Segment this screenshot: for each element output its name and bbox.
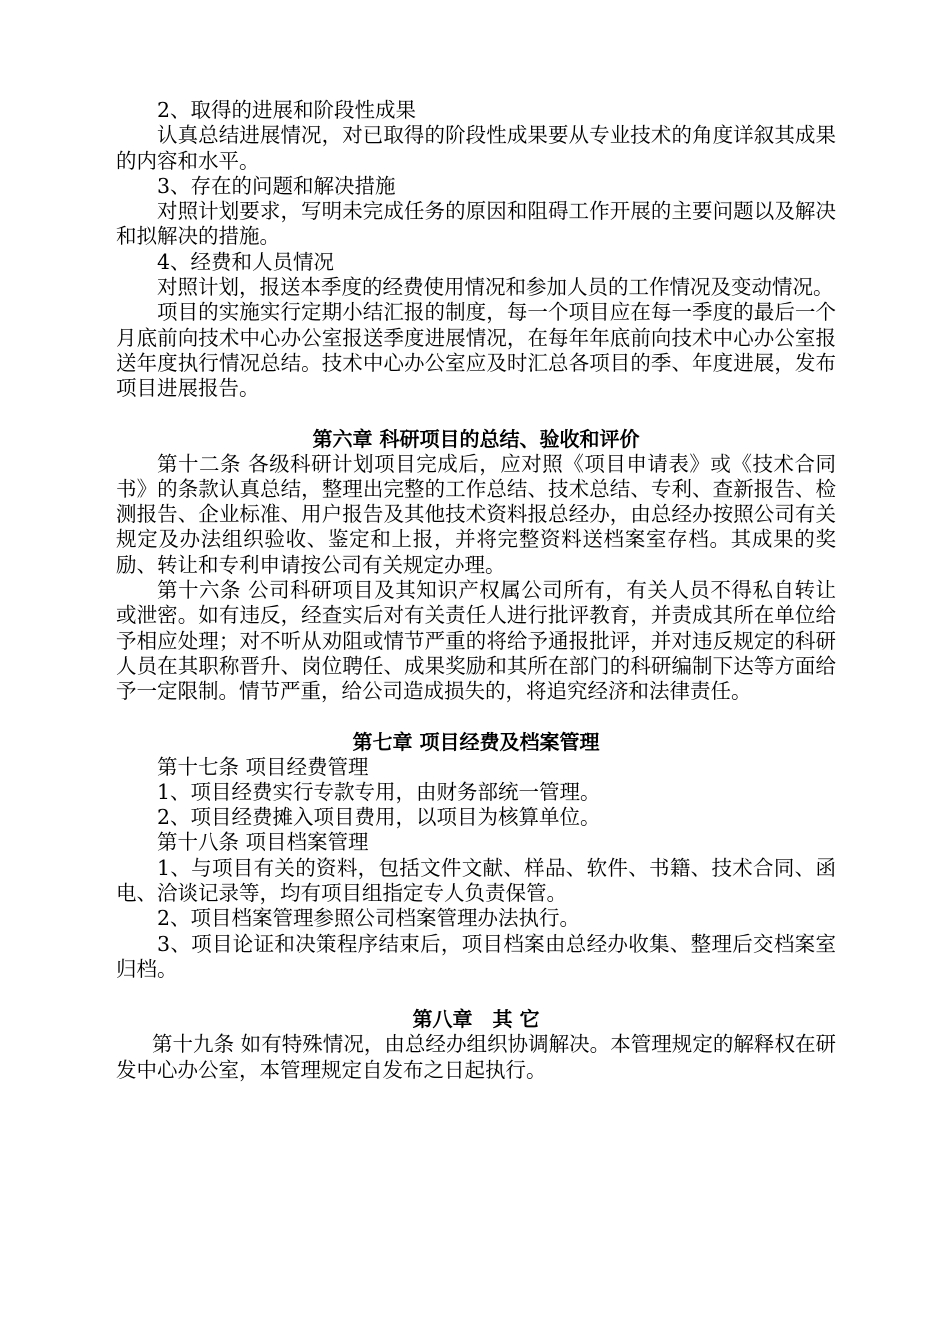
- section-gap: [116, 982, 836, 1007]
- paragraph: 第十二条 各级科研计划项目完成后，应对照《项目申请表》或《技术合同书》的条款认真总结，整理出完整的工作总结、技术总结、专利、查新报告、检测报告、企业标准、用户报告及其他技术资料报总经办，由总经办按照公司有关规定及办法组织验收、鉴定和上报，并将完整资料送档案室存档。其成果的奖励、转让和专利申请按公司有关规定办理。: [116, 451, 836, 577]
- paragraph: 2、取得的进展和阶段性成果: [157, 98, 417, 122]
- paragraph: 3、项目论证和决策程序结束后，项目档案由总经办收集、整理后交档案室归档。: [116, 931, 836, 981]
- section-gap: [116, 705, 836, 730]
- paragraph: 第十八条 项目档案管理: [157, 830, 369, 855]
- paragraph: 2、项目经费摊入项目费用，以项目为核算单位。: [157, 805, 601, 830]
- paragraph: 项目的实施实行定期小结汇报的制度，每一个项目应在每一季度的最后一个月底前向技术中心办公室报送季度进展情况，在每年年底前向技术中心办公室报送年度执行情况总结。技术中心办公室应及时汇总各项目的季、年度进展，发布项目进展报告。: [116, 300, 836, 401]
- section-gap: [116, 402, 836, 427]
- paragraph: 对照计划要求，写明未完成任务的原因和阻碍工作开展的主要问题以及解决和拟解决的措施。: [116, 199, 836, 249]
- chapter-heading: 第七章 项目经费及档案管理: [352, 729, 600, 754]
- paragraph: 对照计划，报送本季度的经费使用情况和参加人员的工作情况及变动情况。: [157, 275, 834, 300]
- paragraph: 第十七条 项目经费管理: [157, 754, 369, 779]
- paragraph: 1、与项目有关的资料，包括文件文献、样品、软件、书籍、技术合同、函电、洽谈记录等，均有项目组指定专人负责保管。: [116, 855, 836, 906]
- paragraph: 1、项目经费实行专款专用，由财务部统一管理。: [157, 779, 601, 804]
- paragraph: 第十九条 如有特殊情况，由总经办组织协调解决。本管理规定的解释权在研发中心办公室，本管理规定自发布之日起执行。: [116, 1032, 836, 1082]
- paragraph: 4、经费和人员情况: [157, 249, 335, 274]
- document-page: [116, 98, 836, 1083]
- chapter-heading: 第六章 科研项目的总结、验收和评价: [312, 426, 640, 451]
- paragraph: 第十六条 公司科研项目及其知识产权属公司所有，有关人员不得私自转让或泄密。如有违反，经查实后对有关责任人进行批评教育，并责成其所在单位给予相应处理；对不听从劝阻或情节严重的将给予通报批评，并对违反规定的科研人员在其职称晋升、岗位聘任、成果奖励和其所在部门的科研编制下达等方面给予一定限制。情节严重，给公司造成损失的，将追究经济和法律责任。: [116, 578, 836, 704]
- chapter-heading: 第八章 其 它: [412, 1007, 540, 1032]
- paragraph: 3、存在的问题和解决措施: [157, 173, 396, 198]
- paragraph: 认真总结进展情况，对已取得的阶段性成果要从专业技术的角度详叙其成果的内容和水平。: [116, 123, 836, 173]
- paragraph: 2、项目档案管理参照公司档案管理办法执行。: [157, 906, 581, 931]
